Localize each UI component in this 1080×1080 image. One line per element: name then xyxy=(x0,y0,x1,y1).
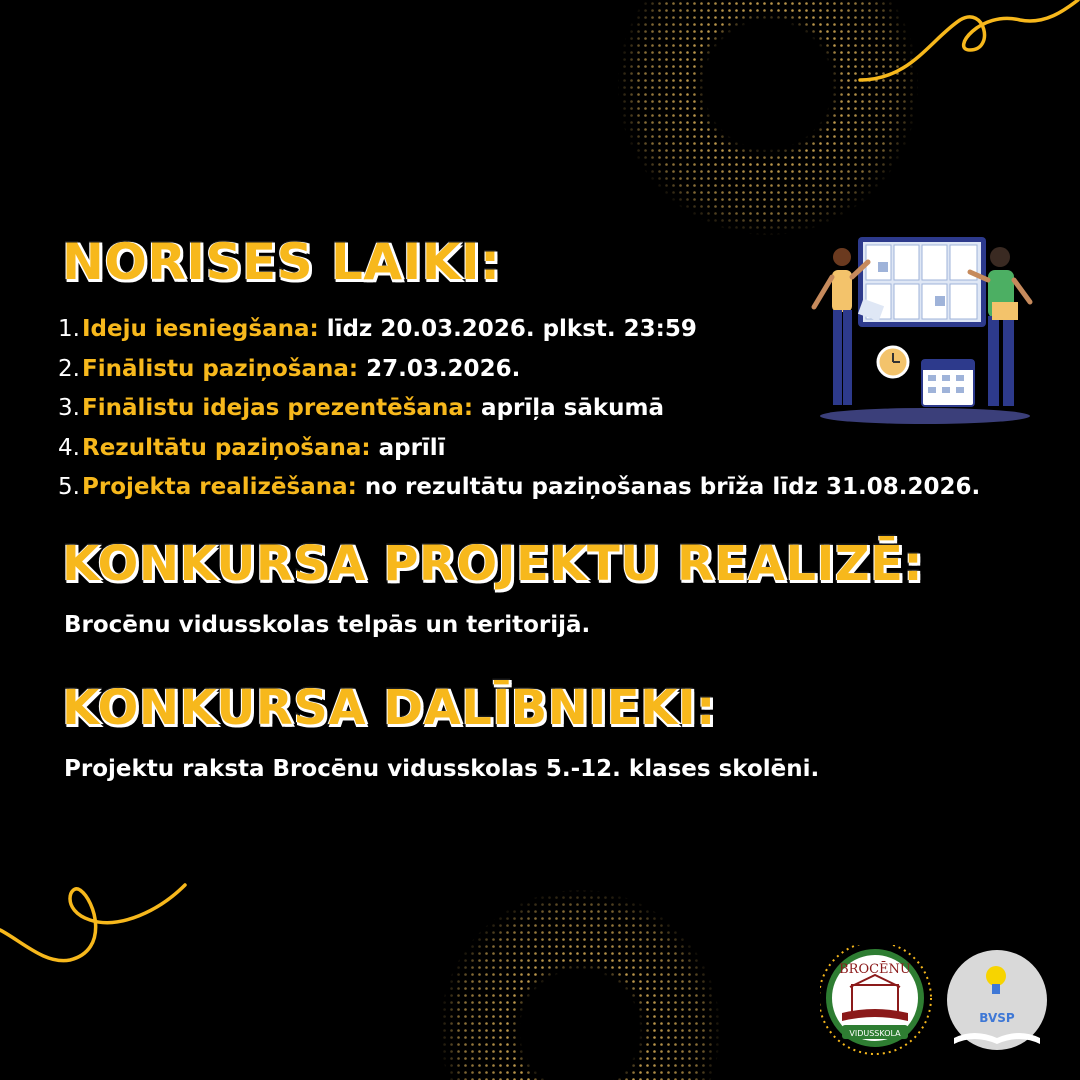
item-value: aprīļa sākumā xyxy=(473,395,665,421)
bvsp-text: BVSP xyxy=(979,1011,1015,1025)
list-item: 3.Finālistu idejas prezentēšana: aprīļa sākumā xyxy=(58,395,665,421)
squiggle-bottom-left xyxy=(0,880,200,980)
list-item: 5.Projekta realizēšana: no rezultātu paziņošanas brīža līdz 31.08.2026. xyxy=(58,474,981,500)
item-label: Rezultātu paziņošana: xyxy=(82,434,371,461)
item-value: 27.03.2026. xyxy=(358,355,521,382)
heading-dalibnieki: KONKURSA DALĪBNIEKI: xyxy=(62,680,716,736)
list-item: 1.Ideju iesniegšana: līdz 20.03.2026. plkst. 23:59 xyxy=(58,316,697,342)
logo-top-text: BROCĒNU xyxy=(839,962,911,977)
item-label: Finālistu paziņošana: xyxy=(82,355,359,382)
bvsp-logo xyxy=(944,950,1050,1050)
item-value: aprīlī xyxy=(370,434,446,461)
participants-text: Projektu raksta Brocēnu vidusskolas 5.-12. klases skolēni. xyxy=(64,756,820,782)
planning-illustration xyxy=(800,232,1045,427)
dotted-ring-bottom xyxy=(420,880,740,1080)
squiggle-top-right xyxy=(850,0,1080,90)
item-value: līdz 20.03.2026. plkst. 23:59 xyxy=(318,316,697,342)
list-item: 2.Finālistu paziņošana: 27.03.2026. xyxy=(58,355,521,382)
heading-norises-laiki: NORISES LAIKI: xyxy=(62,233,501,291)
location-text: Brocēnu vidusskolas telpās un teritorijā. xyxy=(64,612,591,638)
item-label: Finālistu idejas prezentēšana: xyxy=(82,395,474,421)
brocenu-vidusskola-logo xyxy=(820,945,940,1055)
heading-projektu-realize: KONKURSA PROJEKTU REALIZĒ: xyxy=(62,536,924,592)
list-item: 4.Rezultātu paziņošana: aprīlī xyxy=(58,434,446,461)
logo-bottom-text: VIDUSSKOLA xyxy=(849,1029,901,1038)
item-value: no rezultātu paziņošanas brīža līdz 31.08.2026. xyxy=(356,474,981,500)
item-label: Ideju iesniegšana: xyxy=(82,316,319,342)
item-label: Projekta realizēšana: xyxy=(82,474,357,500)
